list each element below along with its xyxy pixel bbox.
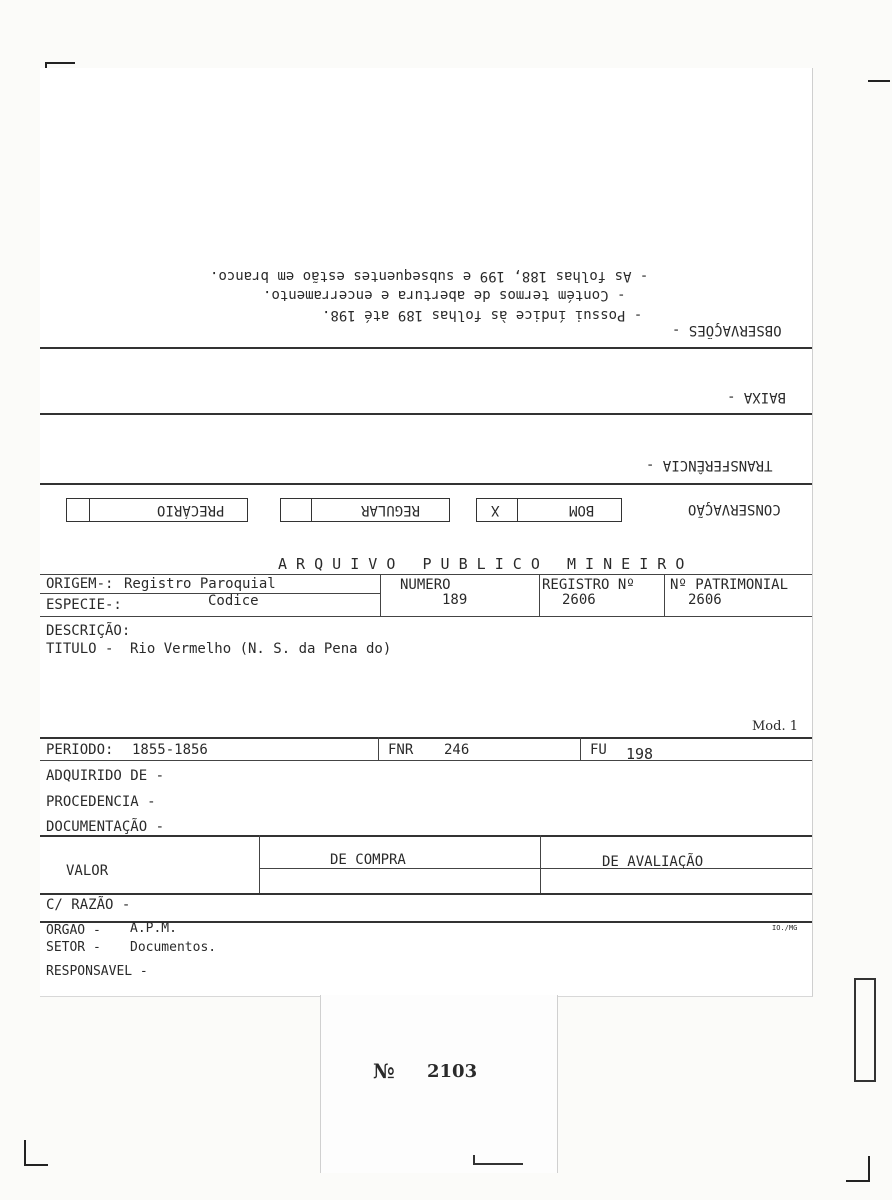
divider-col-compra [259,835,260,893]
fu-value: 198 [626,745,654,763]
valor-compra-label: DE COMPRA [330,852,406,868]
divider-baixa [40,413,812,415]
fnr-value: 246 [444,742,470,758]
numero-label: NUMERO [400,577,451,593]
razao-label: C/ RAZÃO - [46,897,131,913]
stub-prefix: № [373,1059,395,1083]
observacoes-label: OBSERVAÇÕES - [672,322,782,338]
orgao-label: ORGAO - [46,923,101,938]
divider-col-registro [539,574,540,616]
baixa-label: BAIXA - [727,389,787,405]
titulo-value: Rio Vermelho (N. S. da Pena do) [130,641,392,657]
especie-label: ESPECIE-: [46,597,122,613]
setor-label: SETOR - [46,940,101,955]
fu-label: FU [590,742,607,758]
observacoes-line-2: - Contém termos de abertura e encerramento. [263,287,626,303]
conservacao-precario-divider [89,499,90,521]
conservacao-bom-box[interactable] [476,498,622,522]
divider-col-numero [380,574,381,616]
observacoes-line-1: - Possui índice às folhas 189 até 198. [322,307,643,323]
divider-header [40,574,812,575]
documentacao-label: DOCUMENTAÇÃO - [46,819,165,835]
orgao-value: A.P.M. [130,921,177,936]
periodo-value: 1855-1856 [132,742,208,758]
conservacao-label: CONSERVAÇÃO [688,501,781,517]
edge-tick-right [868,80,890,82]
origem-label: ORIGEM-: [46,576,114,592]
divider-periodo [40,760,812,761]
printer-mark: IO./MG [772,924,798,932]
divider-observacoes [40,347,812,349]
descricao-label: DESCRIÇÃO: [46,623,131,639]
divider-valor [40,893,812,895]
conservacao-regular-box[interactable] [280,498,450,522]
divider-col-fnr [378,737,379,761]
registro-label: REGISTRO Nº [542,577,635,593]
divider-col-fu [580,737,581,761]
titulo-label: TITULO - [46,641,114,657]
divider-col-patrimonial [664,574,665,616]
periodo-label: PERIODO: [46,742,114,758]
numero-value: 189 [442,592,468,608]
conservacao-precario-box[interactable] [66,498,248,522]
divider-descricao [40,737,812,739]
conservacao-bom-mark: X [491,502,500,518]
procedencia-label: PROCEDENCIA - [46,794,156,810]
divider-transferencia [40,483,812,485]
number-stub [320,995,558,1173]
valor-label: VALOR [66,863,109,879]
form-model: Mod. 1 [752,719,798,734]
stub-bottom-tick [473,1155,523,1165]
conservacao-regular-divider [311,499,312,521]
crop-mark-bottom-right [846,1156,870,1182]
index-card [40,68,813,997]
responsavel-label: RESPONSAVEL - [46,964,148,979]
conservacao-bom-label: BOM [569,502,595,518]
patrimonial-value: 2606 [688,592,722,608]
conservacao-bom-divider [517,499,518,521]
divider-col-avaliacao [540,835,541,893]
divider-especie [40,616,812,617]
observacoes-line-3: - As folhas 188, 199 e subsequentes estão em branco. [210,268,649,284]
stub-number: 2103 [427,1061,478,1082]
transferencia-label: TRANSFERÊNCIA - [646,457,773,473]
conservacao-regular-label: REGULAR [361,502,421,518]
registro-value: 2606 [562,592,596,608]
especie-value: Codice [208,593,259,609]
valor-avaliacao-label: DE AVALIAÇÃO [602,854,704,870]
binding-slot [854,978,876,1082]
divider-documentacao [40,835,812,837]
crop-mark-bottom-left [24,1140,48,1166]
fnr-label: FNR [388,742,414,758]
archive-header: A R Q U I V O P U B L I C O M I N E I R O [278,555,685,573]
patrimonial-label: Nº PATRIMONIAL [670,577,789,593]
divider-valor-mid [259,868,812,869]
origem-value: Registro Paroquial [124,576,276,592]
conservacao-precario-label: PRECÁRIO [157,502,225,518]
adquirido-label: ADQUIRIDO DE - [46,768,165,784]
setor-value: Documentos. [130,940,217,955]
